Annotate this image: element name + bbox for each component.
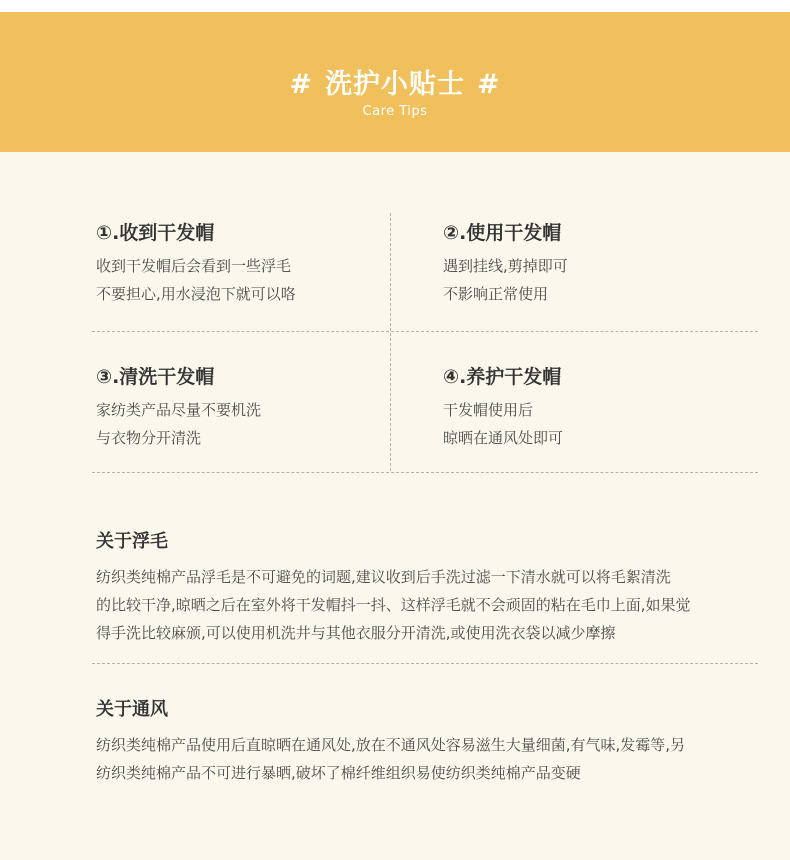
tip-card-2 [443, 218, 568, 308]
section-divider [92, 663, 758, 664]
section-line: 纺织类纯棉产品浮毛是不可避免的词题,建议收到后手洗过滤一下清水就可以将毛絮清洗 [96, 568, 671, 586]
page-title: 洗护小贴士 [325, 69, 465, 100]
tips-row-divider [92, 331, 758, 332]
tip-line: 家纺类产品尽量不要机洗 [96, 401, 262, 419]
tip-card-4 [443, 362, 563, 452]
tip-line: 不影响正常使用 [443, 285, 549, 303]
tip-line: 干发帽使用后 [443, 401, 534, 419]
tip-line: 不要担心,用水浸泡下就可以咯 [96, 285, 296, 303]
about-ventilation-section [96, 695, 766, 787]
tip-line: 晾晒在通风处即可 [443, 429, 564, 447]
tip-title: ④.养护干发帽 [443, 366, 562, 388]
header-title-row [0, 62, 790, 101]
section-body [96, 731, 766, 787]
tips-grid [92, 213, 758, 473]
tips-vertical-divider [390, 213, 391, 471]
hash-left-mark: # [289, 69, 313, 100]
tip-card-3 [96, 362, 261, 452]
section-line: 纺织类纯棉产品不可进行暴晒,破坏了棉纤维组织易使纺织类纯棉产品变硬 [96, 764, 581, 782]
section-line: 纺织类纯棉产品使用后直晾晒在通风处,放在不通风处容易滋生大量细菌,有气味,发霉等,另 [96, 736, 686, 754]
tip-card-1 [96, 218, 296, 308]
tip-line: 与衣物分开清洗 [96, 429, 202, 447]
section-title: 关于浮毛 [96, 531, 168, 552]
section-line: 得手洗比较麻颁,可以使用机洗井与其他衣服分开清洗,或使用洗衣袋以减少摩擦 [96, 624, 616, 642]
section-line: 的比较干净,晾晒之后在室外将干发帽抖一抖、这样浮毛就不会顽固的粘在毛巾上面,如果觉 [96, 596, 691, 614]
header-banner [0, 12, 790, 152]
section-body [96, 563, 766, 647]
tip-line: 遇到挂线,剪掉即可 [443, 257, 568, 275]
page-subtitle: Care Tips [362, 104, 428, 119]
top-strip [0, 0, 790, 12]
tip-title: ②.使用干发帽 [443, 222, 562, 244]
hash-right-mark: # [477, 69, 501, 100]
tip-title: ③.清洗干发帽 [96, 366, 215, 388]
tips-bottom-divider [92, 472, 758, 473]
about-lint-section [96, 527, 766, 647]
tip-title: ①.收到干发帽 [96, 222, 215, 244]
section-title: 关于通风 [96, 699, 168, 720]
tip-line: 收到干发帽后会看到一些浮毛 [96, 257, 292, 275]
